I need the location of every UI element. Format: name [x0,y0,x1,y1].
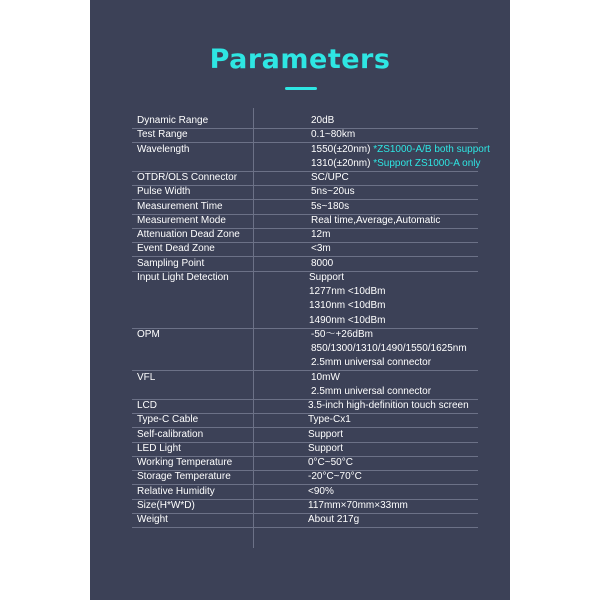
spec-value-text: SC/UPC [311,172,349,183]
spec-label: Storage Temperature [137,471,231,483]
spec-value-text: 850/1300/1310/1490/1550/1625nm [311,343,467,354]
spec-row [132,499,478,514]
spec-value-text: 1310nm <10dBm [309,300,386,312]
spec-label: Test Range [137,129,188,141]
spec-value [309,285,385,299]
spec-label: LED Light [137,442,181,454]
spec-value-text: 12m [311,229,331,240]
spec-row [132,128,478,143]
spec-panel [90,0,510,600]
spec-value-text: 5s~180s [311,200,350,212]
spec-value-text: 10mW [311,371,340,383]
spec-value-text: 117mm×70mm×33mm [308,499,408,511]
spec-value [308,428,343,442]
spec-row [132,428,478,443]
spec-label: Sampling Point [137,257,205,269]
spec-note: *Support ZS1000-A only [370,157,481,169]
spec-value [311,228,330,242]
spec-value-text: 3.5-inch high-definition touch screen [308,400,469,411]
spec-value-text: 1277nm <10dBm [309,286,386,297]
spec-value [309,271,344,285]
spec-value-text: 20dB [311,115,335,126]
page-title: Parameters [209,44,391,75]
spec-value [308,513,359,527]
spec-row [132,285,478,299]
spec-row [132,271,478,285]
spec-label: OPM [137,328,160,340]
spec-row [132,371,478,385]
spec-row [132,342,478,356]
spec-value-text: 1490nm <10dBm [309,314,386,326]
spec-value-text: Real time,Average,Automatic [311,214,441,226]
spec-row [132,143,490,157]
spec-value [311,328,373,342]
spec-row [132,228,478,243]
spec-label: Measurement Time [137,200,223,212]
spec-value [311,200,349,214]
spec-value [311,185,355,199]
spec-row [132,413,478,428]
spec-value [311,242,331,256]
spec-label: Input Light Detection [137,271,229,283]
spec-value-text: <90% [308,485,334,497]
spec-row [132,470,478,485]
spec-label: Working Temperature [137,457,233,468]
spec-value-text: Support [308,428,344,440]
spec-value-text: 2.5mm universal connector [311,385,432,397]
spec-value-text: 1550(±20nm) [311,143,371,155]
spec-value-text: Type-Cx1 [308,414,351,426]
spec-value-text: Support [309,271,345,283]
spec-value [311,257,333,271]
spec-value-text: About 217g [308,514,360,525]
spec-value [311,157,481,171]
spec-value-text: 2.5mm universal connector [311,357,432,369]
spec-table [90,0,510,600]
spec-row [132,242,478,257]
spec-label: LCD [137,400,158,411]
spec-value-text: 0°C~50°C [308,457,353,468]
spec-label: Pulse Width [137,186,191,198]
spec-value-text: 0.1~80km [311,129,356,141]
spec-value-text: 1310(±20nm) [311,157,371,169]
spec-label: Attenuation Dead Zone [137,229,240,240]
spec-row [132,399,478,414]
spec-row [132,171,478,186]
spec-row [132,385,478,400]
spec-row [132,513,478,528]
spec-label: Dynamic Range [137,115,209,126]
spec-label: Self-calibration [137,428,204,440]
spec-row [132,214,478,229]
spec-value [308,413,351,427]
spec-label: VFL [137,371,156,383]
spec-note: *ZS1000-A/B both support [370,143,490,155]
spec-row [132,299,478,313]
spec-label: Type-C Cable [137,414,199,426]
spec-row [132,314,478,329]
spec-value-text: 8000 [311,257,334,269]
spec-row [132,114,478,129]
spec-value [308,485,334,499]
spec-label: Measurement Mode [137,214,226,226]
spec-label: Event Dead Zone [137,243,215,255]
spec-value [311,171,349,185]
spec-value-text: -20°C~70°C [308,471,362,483]
spec-value [311,143,490,157]
spec-value [308,399,469,413]
spec-value-text: <3m [311,243,331,255]
spec-row [132,157,481,172]
spec-row [132,200,478,215]
spec-row [132,328,478,342]
spec-row [132,356,478,371]
spec-value [311,128,355,142]
spec-label: Wavelength [137,143,190,155]
spec-row [132,456,478,471]
spec-value [308,456,353,470]
spec-label: Weight [137,514,168,525]
spec-label: OTDR/OLS Connector [137,172,238,183]
spec-row [132,442,478,457]
spec-value-text: -50～+26dBm [311,328,373,340]
spec-label: Size(H*W*D) [137,499,195,511]
spec-row [132,257,478,272]
spec-value [311,371,340,385]
spec-label: Relative Humidity [137,485,215,497]
spec-value-text: Support [308,442,344,454]
spec-value [311,114,334,128]
spec-value [309,314,385,328]
spec-value [309,299,385,313]
spec-value [311,385,431,399]
spec-value [311,342,467,356]
spec-row [132,185,478,200]
spec-value [308,442,343,456]
spec-row [132,485,478,500]
spec-value [308,499,408,513]
spec-value [311,214,440,228]
spec-value [308,470,362,484]
spec-value [311,356,431,370]
spec-value-text: 5ns~20us [311,186,355,198]
